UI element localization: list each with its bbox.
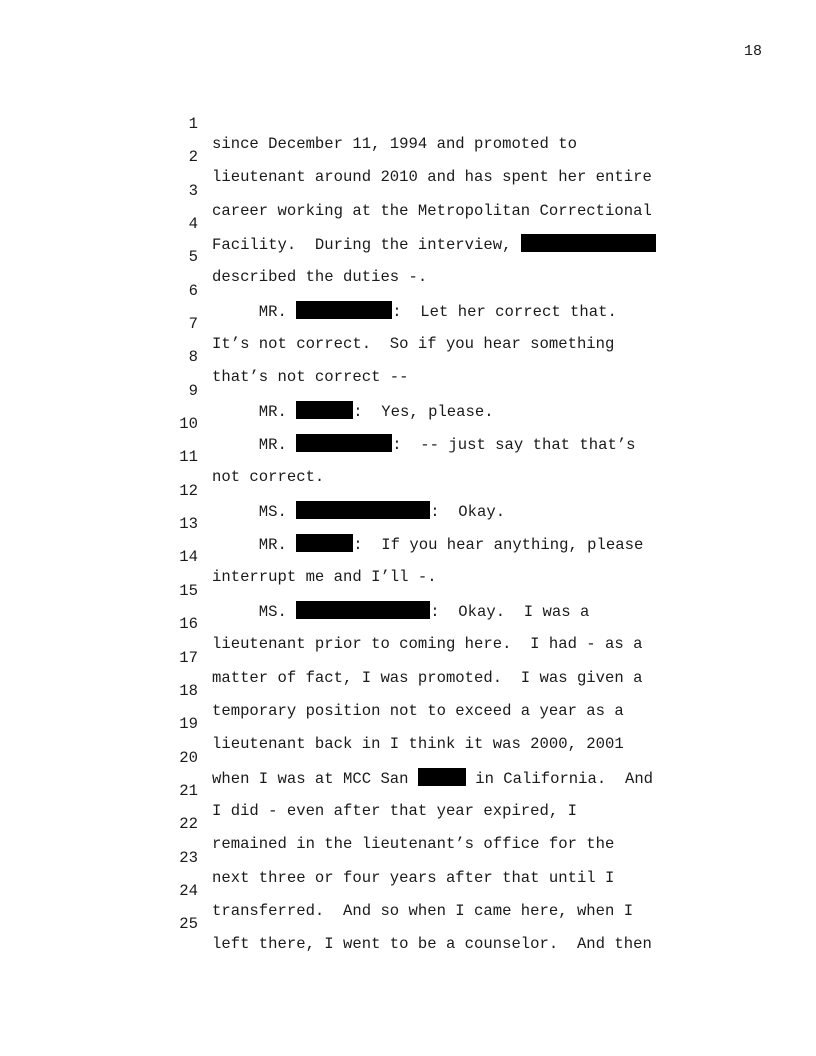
line-text: not correct. — [212, 468, 325, 487]
line-number: 21 — [179, 781, 198, 800]
transcript-line — [0, 894, 816, 954]
line-text: career working at the Metropolitan Correctional — [212, 201, 652, 220]
line-number: 1 — [188, 115, 198, 133]
line-text: next three or four years after that until I — [212, 868, 615, 887]
transcript-line — [0, 594, 816, 654]
line-text-after: : Let her correct that. — [392, 302, 617, 321]
speaker-prefix: MR. — [212, 402, 297, 421]
line-number: 19 — [179, 715, 198, 734]
line-text: that’s not correct -- — [212, 368, 409, 387]
line-number: 7 — [188, 315, 198, 334]
line-number: 20 — [179, 748, 198, 767]
transcript-line — [0, 261, 816, 321]
line-text-after: : Okay. — [430, 502, 506, 521]
line-text: matter of fact, I was promoted. I was given a — [212, 668, 643, 687]
line-text: I did - even after that year expired, I — [212, 801, 577, 820]
line-number: 12 — [179, 481, 198, 500]
speaker-prefix: MS. — [212, 502, 297, 521]
transcript-line — [0, 361, 816, 421]
transcript-line — [0, 661, 816, 720]
transcript-line — [0, 628, 816, 687]
transcript-line — [0, 794, 816, 854]
line-text: lieutenant around 2010 and has spent her entire — [212, 168, 652, 187]
line-text: It’s not correct. So if you hear something — [212, 335, 615, 354]
line-number: 18 — [179, 681, 198, 700]
line-number: 9 — [188, 381, 198, 400]
line-text-before: Facility. During the interview, — [212, 236, 521, 255]
transcript-line — [0, 127, 816, 187]
line-text-after: : If you hear anything, please — [353, 536, 644, 555]
line-number: 5 — [188, 248, 198, 267]
line-text: lieutenant back in I think it was 2000, 2001 — [212, 735, 624, 754]
transcript-line — [0, 461, 816, 521]
transcript-line — [0, 161, 816, 220]
line-number: 4 — [188, 215, 198, 234]
transcript-line — [0, 294, 816, 354]
transcript-line — [0, 861, 816, 920]
line-number: 10 — [179, 415, 198, 434]
transcript-body — [0, 94, 816, 954]
transcript-line — [0, 194, 816, 255]
transcript-line — [0, 227, 816, 287]
line-text: lieutenant prior to coming here. I had - as a — [212, 635, 643, 654]
line-number: 22 — [179, 815, 198, 834]
line-number: 3 — [188, 181, 198, 200]
transcript-line — [0, 427, 816, 487]
line-number: 8 — [188, 348, 198, 367]
line-text: left there, I went to be a counselor. And then — [212, 935, 652, 954]
line-text: since December 11, 1994 and promoted to — [212, 135, 577, 153]
line-number: 25 — [179, 915, 198, 934]
line-text-before: when I was at MCC San — [212, 769, 418, 788]
line-number: 16 — [179, 615, 198, 634]
line-number: 2 — [188, 148, 198, 167]
transcript-line — [0, 761, 816, 820]
transcript-line — [0, 728, 816, 788]
transcript-line — [0, 94, 816, 153]
transcript-line — [0, 561, 816, 621]
transcript-line — [0, 828, 816, 887]
line-number: 24 — [179, 881, 198, 900]
line-text-after: : Yes, please. — [353, 402, 494, 421]
line-text: interrupt me and I’ll -. — [212, 568, 437, 587]
line-number: 14 — [179, 548, 198, 567]
line-text-after: : -- just say that that’s — [392, 436, 636, 455]
line-text: described the duties -. — [212, 268, 428, 287]
line-text-after: in California. And — [465, 769, 654, 788]
line-number: 11 — [179, 448, 198, 467]
transcript-line — [0, 494, 816, 555]
line-number: 6 — [188, 281, 198, 300]
line-text: temporary position not to exceed a year as a — [212, 701, 624, 720]
speaker-prefix: MR. — [212, 302, 297, 321]
transcript-line — [0, 694, 816, 754]
transcript-line — [0, 327, 816, 387]
line-number: 23 — [179, 848, 198, 867]
speaker-prefix: MR. — [212, 536, 297, 555]
line-text-after: : Okay. I was a — [430, 602, 590, 621]
line-number: 15 — [179, 581, 198, 600]
line-number: 13 — [179, 515, 198, 534]
line-text: transferred. And so when I came here, when I — [212, 901, 634, 920]
speaker-prefix: MS. — [212, 602, 297, 621]
line-number: 17 — [179, 648, 198, 667]
transcript-line — [0, 394, 816, 455]
transcript-line — [0, 527, 816, 587]
speaker-prefix: MR. — [212, 436, 297, 455]
line-text: remained in the lieutenant’s office for the — [212, 835, 615, 854]
page-number: 18 — [743, 43, 762, 60]
